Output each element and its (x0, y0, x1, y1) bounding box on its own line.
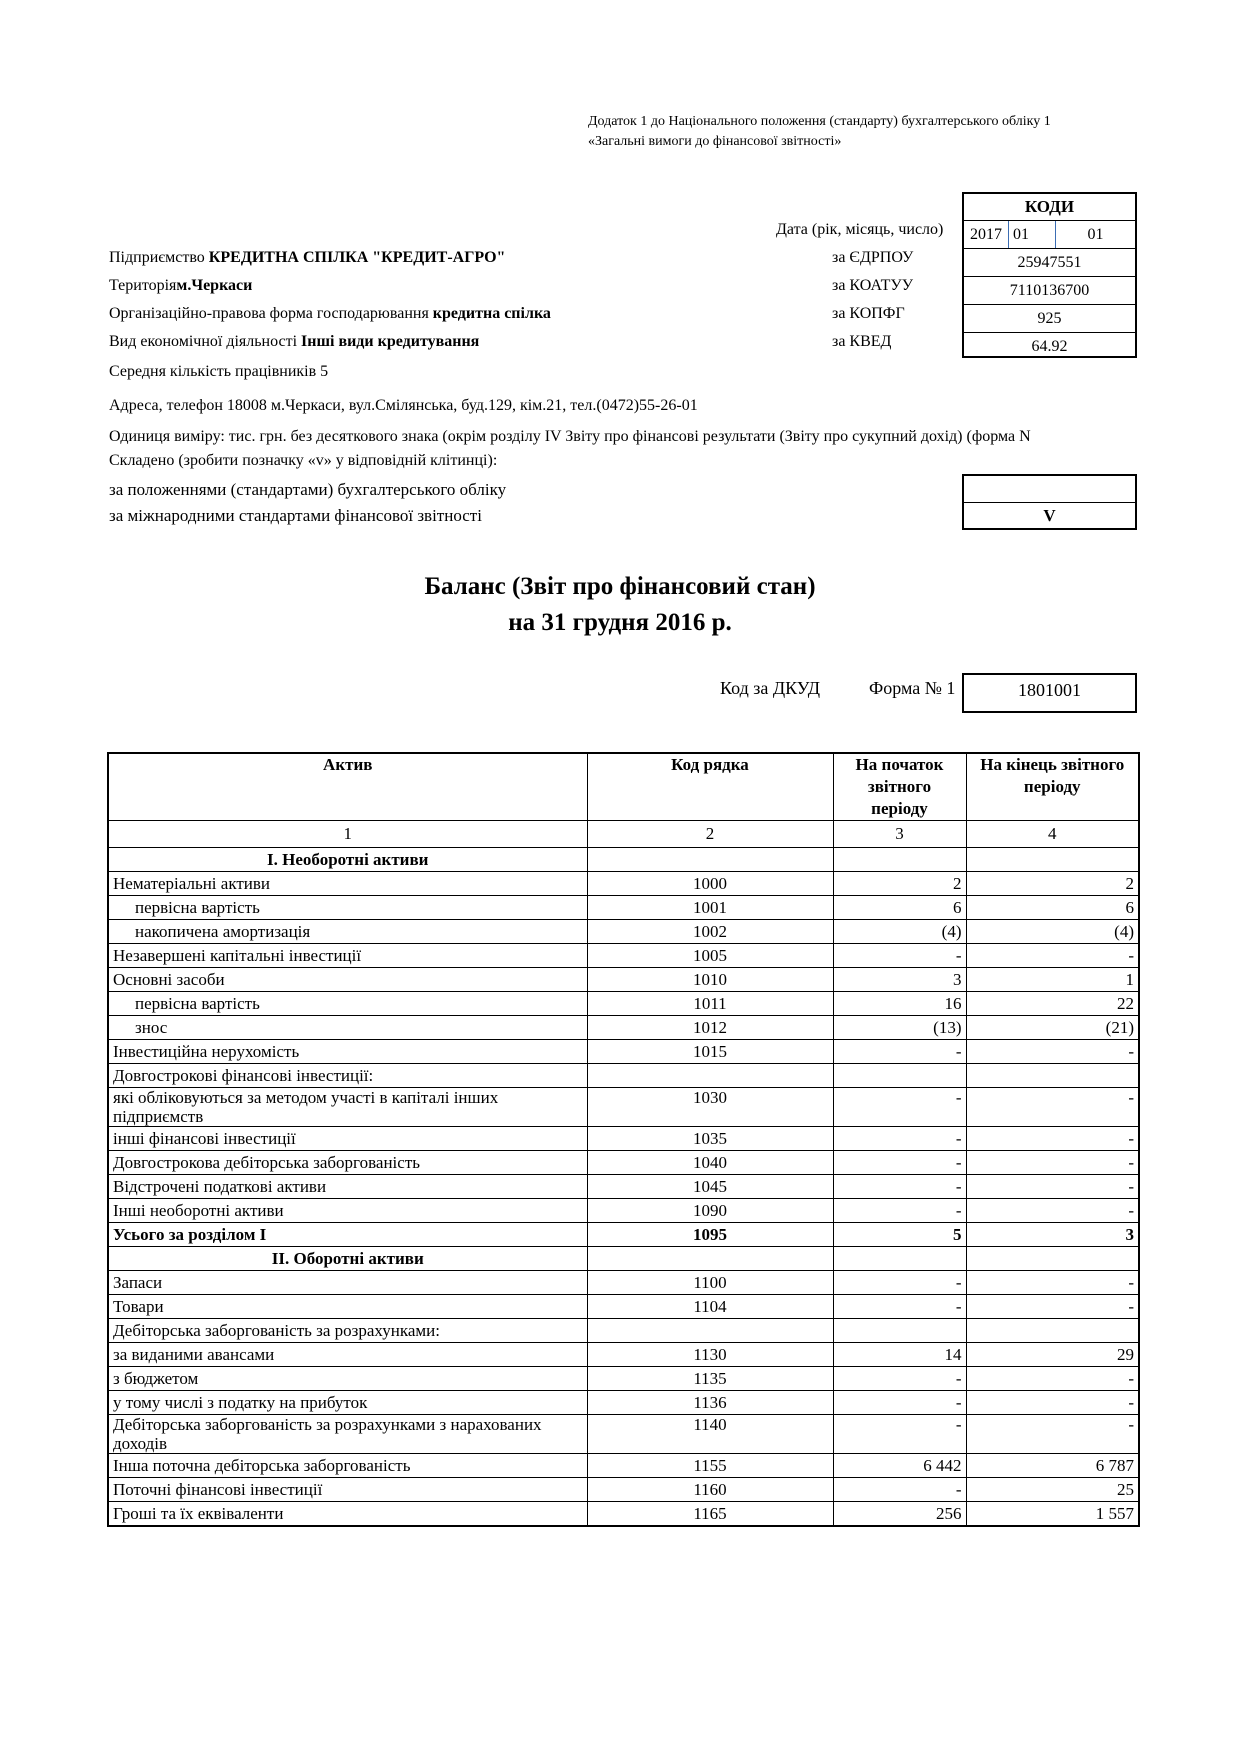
row-end-value: - (966, 1127, 1139, 1151)
header-line-code: Код рядка (587, 753, 833, 821)
date-row (964, 221, 1135, 249)
row-code: 1135 (587, 1367, 833, 1391)
table-row (108, 896, 1139, 920)
prepared-line: Складено (зробити позначку «v» у відповідній клітинці): (109, 452, 498, 469)
row-end-value: - (966, 1415, 1139, 1454)
row-label: Основні засоби (108, 968, 587, 992)
row-end-value: - (966, 1367, 1139, 1391)
row-start-value: 3 (833, 968, 966, 992)
date-label: Дата (рік, місяць, число) (776, 221, 944, 238)
table-row (108, 1478, 1139, 1502)
row-end-value: 29 (966, 1343, 1139, 1367)
appendix-note (588, 112, 1051, 152)
date-month: 01 (1009, 221, 1056, 248)
row-start-value: - (833, 1391, 966, 1415)
national-standards-line: за положеннями (стандартами) бухгалтерського обліку (109, 480, 507, 499)
row-code: 1001 (587, 896, 833, 920)
row-end-value: - (966, 1295, 1139, 1319)
row-start-value (833, 1319, 966, 1343)
row-label: Нематеріальні активи (108, 872, 587, 896)
row-label: Запаси (108, 1271, 587, 1295)
row-code: 1010 (587, 968, 833, 992)
kopfg-label: за КОПФГ (832, 305, 905, 322)
table-row (108, 1319, 1139, 1343)
appendix-line-2: «Загальні вимоги до фінансової звітності» (588, 134, 842, 149)
row-start-value: - (833, 1415, 966, 1454)
row-end-value: - (966, 1175, 1139, 1199)
row-start-value: 5 (833, 1223, 966, 1247)
international-standards-line: за міжнародними стандартами фінансової звітності (109, 506, 482, 525)
table-row (108, 1367, 1139, 1391)
table-row (108, 1199, 1139, 1223)
table-row (108, 1343, 1139, 1367)
row-start-value: 2 (833, 872, 966, 896)
territory-label: Територія (109, 277, 177, 294)
row-label: Інші необоротні активи (108, 1199, 587, 1223)
table-row (108, 1151, 1139, 1175)
activity-label: Вид економічної діяльності (109, 333, 298, 350)
standards-box (962, 474, 1137, 530)
row-label: I. Необоротні активи (108, 848, 587, 872)
row-end-value: 6 (966, 896, 1139, 920)
row-label: Незавершені капітальні інвестиції (108, 944, 587, 968)
row-code: 1130 (587, 1343, 833, 1367)
row-code: 1155 (587, 1454, 833, 1478)
row-label: Довгострокові фінансові інвестиції: (108, 1064, 587, 1088)
row-label: Відстрочені податкові активи (108, 1175, 587, 1199)
national-mark (964, 476, 1135, 503)
unit-line: Одиниця виміру: тис. грн. без десяткового знака (окрім розділу IV Звіту про фінансові результати (Звіту про сукупний дохід) (форма N (109, 428, 1031, 445)
org-form-value: кредитна спілка (432, 305, 551, 322)
codes-header: КОДИ (964, 194, 1135, 221)
row-start-value: - (833, 1088, 966, 1127)
row-start-value: 6 (833, 896, 966, 920)
row-start-value: - (833, 944, 966, 968)
table-row (108, 1502, 1139, 1527)
address-line: Адреса, телефон 18008 м.Черкаси, вул.Смілянська, буд.129, кім.21, тел.(0472)55-26-01 (109, 397, 698, 414)
row-label: які обліковуються за методом участі в капіталі інших підприємств (108, 1088, 587, 1127)
row-end-value: - (966, 1271, 1139, 1295)
table-header-row (108, 753, 1139, 821)
table-row (108, 1454, 1139, 1478)
koatuu-code: 7110136700 (964, 277, 1135, 305)
row-label: Дебіторська заборгованість за розрахунками з нарахованих доходів (108, 1415, 587, 1454)
row-end-value: - (966, 1088, 1139, 1127)
org-form-line (109, 304, 551, 324)
row-start-value: 6 442 (833, 1454, 966, 1478)
balance-table (107, 752, 1140, 1527)
row-code: 1000 (587, 872, 833, 896)
enterprise-label: Підприємство (109, 249, 205, 266)
table-row (108, 968, 1139, 992)
row-label: Товари (108, 1295, 587, 1319)
row-code: 1090 (587, 1199, 833, 1223)
table-row (108, 1064, 1139, 1088)
row-end-value: - (966, 1040, 1139, 1064)
row-code: 1015 (587, 1040, 833, 1064)
row-label: Довгострокова дебіторська заборгованість (108, 1151, 587, 1175)
date-day: 01 (1087, 226, 1104, 243)
row-label: первісна вартість (108, 896, 587, 920)
appendix-line-1: Додаток 1 до Національного положення (стандарту) бухгалтерського обліку 1 (588, 114, 1051, 129)
row-label: Інша поточна дебіторська заборгованість (108, 1454, 587, 1478)
row-code: 1136 (587, 1391, 833, 1415)
row-label: інші фінансові інвестиції (108, 1127, 587, 1151)
section-row (108, 848, 1139, 872)
col-number: 2 (587, 821, 833, 848)
row-label: II. Оборотні активи (108, 1247, 587, 1271)
row-start-value (833, 1247, 966, 1271)
row-label: за виданими авансами (108, 1343, 587, 1367)
table-row (108, 1295, 1139, 1319)
row-label: накопичена амортизація (108, 920, 587, 944)
row-end-value: 2 (966, 872, 1139, 896)
row-end-value: - (966, 944, 1139, 968)
row-end-value: 1 (966, 968, 1139, 992)
international-mark: V (1043, 506, 1056, 525)
row-end-value: - (966, 1199, 1139, 1223)
row-end-value: 3 (966, 1223, 1139, 1247)
row-end-value: 22 (966, 992, 1139, 1016)
row-code: 1165 (587, 1502, 833, 1527)
row-start-value: - (833, 1271, 966, 1295)
row-label: первісна вартість (108, 992, 587, 1016)
row-end-value: (4) (966, 920, 1139, 944)
row-end-value (966, 1064, 1139, 1088)
edrpou-code: 25947551 (964, 249, 1135, 277)
row-end-value: 6 787 (966, 1454, 1139, 1478)
koatuu-label: за КОАТУУ (832, 277, 914, 294)
row-code (587, 1247, 833, 1271)
table-row (108, 1391, 1139, 1415)
row-start-value: (13) (833, 1016, 966, 1040)
org-form-label: Організаційно-правова форма господарювання (109, 305, 429, 322)
table-row (108, 872, 1139, 896)
row-label: у тому числі з податку на прибуток (108, 1391, 587, 1415)
row-start-value: - (833, 1199, 966, 1223)
table-row (108, 920, 1139, 944)
codes-box (962, 192, 1137, 358)
territory-value: м.Черкаси (176, 277, 253, 294)
table-row (108, 1175, 1139, 1199)
enterprise-line (109, 248, 505, 268)
row-code: 1030 (587, 1088, 833, 1127)
edrpou-label: за ЄДРПОУ (832, 249, 914, 266)
table-body (108, 848, 1139, 1527)
row-code: 1104 (587, 1295, 833, 1319)
row-start-value: - (833, 1367, 966, 1391)
territory-line (109, 276, 252, 296)
row-label: Усього за розділом I (108, 1223, 587, 1247)
header-period-start: На початок звітного періоду (833, 753, 966, 821)
row-start-value: - (833, 1127, 966, 1151)
row-code: 1011 (587, 992, 833, 1016)
table-row (108, 1127, 1139, 1151)
row-end-value: 1 557 (966, 1502, 1139, 1527)
kved-label: за КВЕД (832, 333, 892, 350)
enterprise-value: КРЕДИТНА СПІЛКА "КРЕДИТ-АГРО" (208, 249, 506, 266)
row-start-value: - (833, 1151, 966, 1175)
row-code: 1045 (587, 1175, 833, 1199)
col-number: 3 (833, 821, 966, 848)
table-row (108, 1415, 1139, 1454)
row-end-value (966, 1319, 1139, 1343)
row-code: 1040 (587, 1151, 833, 1175)
row-start-value (833, 1064, 966, 1088)
row-end-value: - (966, 1151, 1139, 1175)
col-number: 4 (966, 821, 1139, 848)
table-row (108, 1088, 1139, 1127)
row-start-value: - (833, 1040, 966, 1064)
report-title: Баланс (Звіт про фінансовий стан) (424, 573, 816, 600)
row-label: Поточні фінансові інвестиції (108, 1478, 587, 1502)
row-code: 1002 (587, 920, 833, 944)
table-row (108, 944, 1139, 968)
header-period-end: На кінець звітного періоду (966, 753, 1139, 821)
row-label: з бюджетом (108, 1367, 587, 1391)
column-number-row (108, 821, 1139, 848)
row-code: 1100 (587, 1271, 833, 1295)
row-end-value (966, 1247, 1139, 1271)
row-end-value (966, 848, 1139, 872)
row-start-value: 16 (833, 992, 966, 1016)
activity-line (109, 332, 479, 352)
table-row (108, 992, 1139, 1016)
report-date: на 31 грудня 2016 р. (508, 609, 732, 636)
row-end-value: 25 (966, 1478, 1139, 1502)
row-start-value: (4) (833, 920, 966, 944)
form-label: Форма № 1 (869, 678, 956, 698)
row-label: Гроші та їх еквіваленти (108, 1502, 587, 1527)
row-start-value: - (833, 1175, 966, 1199)
row-code: 1095 (587, 1223, 833, 1247)
row-code: 1160 (587, 1478, 833, 1502)
row-code: 1140 (587, 1415, 833, 1454)
row-code (587, 848, 833, 872)
row-code: 1035 (587, 1127, 833, 1151)
table-row (108, 1016, 1139, 1040)
activity-value: Інші види кредитування (301, 333, 480, 350)
section-row (108, 1247, 1139, 1271)
dkud-code: 1801001 (962, 673, 1137, 713)
employees-line: Середня кількість працівників 5 (109, 363, 329, 380)
row-end-value: - (966, 1391, 1139, 1415)
row-start-value (833, 848, 966, 872)
row-code (587, 1064, 833, 1088)
row-label: Дебіторська заборгованість за розрахунками: (108, 1319, 587, 1343)
row-start-value: 14 (833, 1343, 966, 1367)
dkud-label: Код за ДКУД (720, 678, 820, 698)
row-end-value: (21) (966, 1016, 1139, 1040)
table-row (108, 1040, 1139, 1064)
kopfg-code: 925 (964, 305, 1135, 333)
row-code: 1012 (587, 1016, 833, 1040)
col-number: 1 (108, 821, 587, 848)
kved-code: 64.92 (1031, 338, 1068, 355)
row-code (587, 1319, 833, 1343)
row-label: Інвестиційна нерухомість (108, 1040, 587, 1064)
table-row (108, 1271, 1139, 1295)
total-row (108, 1223, 1139, 1247)
row-start-value: - (833, 1295, 966, 1319)
row-start-value: 256 (833, 1502, 966, 1527)
row-code: 1005 (587, 944, 833, 968)
row-start-value: - (833, 1478, 966, 1502)
header-asset: Актив (108, 753, 587, 821)
date-year: 2017 (964, 221, 1009, 248)
row-label: знос (108, 1016, 587, 1040)
